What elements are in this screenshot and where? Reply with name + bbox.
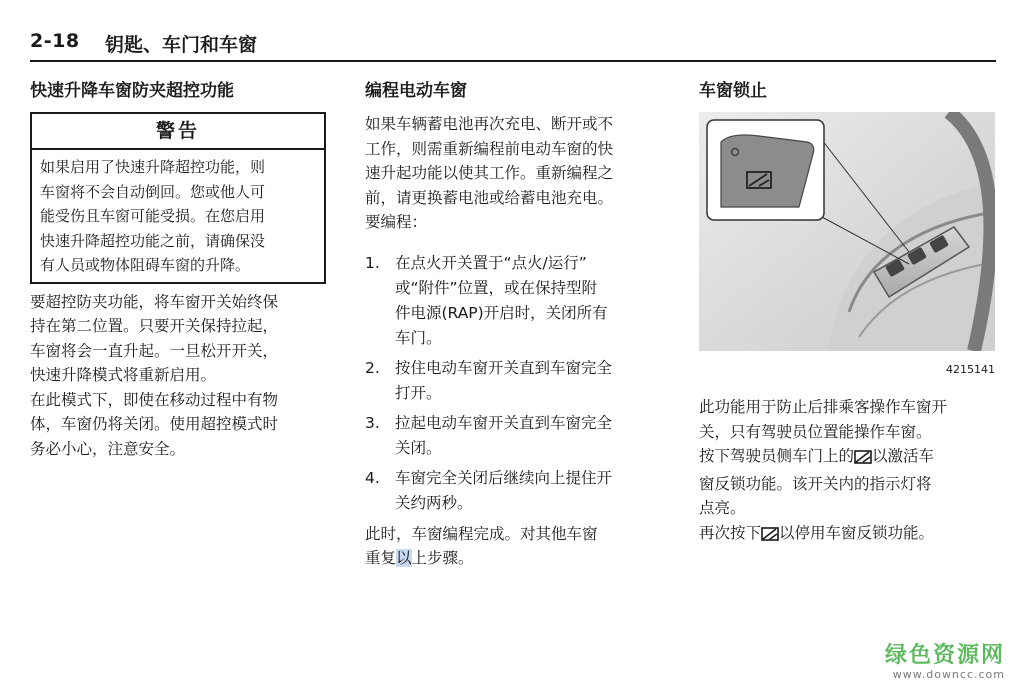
step-line: 关闭。 bbox=[395, 438, 442, 457]
step-number: 2. bbox=[365, 358, 380, 377]
text-line: 工作，则需重新编程前电动车窗的快 bbox=[365, 139, 614, 158]
text-line: 此功能用于防止后排乘客操作车窗开 bbox=[699, 398, 948, 416]
text-fragment: 按下驾驶员侧车门上的 bbox=[699, 447, 855, 465]
text-line bbox=[699, 444, 999, 472]
text-line: 要编程： bbox=[365, 213, 428, 231]
text-line: 持在第二位置。只要开关保持拉起， bbox=[30, 317, 279, 335]
text-line: 前，请更换蓄电池或给蓄电池充电。 bbox=[365, 188, 614, 207]
watermark-text: 绿色资源网 bbox=[884, 643, 1005, 668]
step-line: 车窗完全关闭后继续向上提住开 bbox=[395, 468, 613, 487]
text-line: 快速升降模式将重新启用。 bbox=[30, 366, 217, 384]
text-line: 要超控防夹功能，将车窗开关始终保 bbox=[30, 292, 279, 311]
text-fragment: 再次按下 bbox=[699, 523, 762, 542]
warning-box bbox=[30, 112, 326, 284]
door-panel-illustration bbox=[699, 112, 995, 351]
text-line: 此时，车窗编程完成。对其他车窗 bbox=[365, 524, 598, 543]
step-line: 拉起电动车窗开关直到车窗完全 bbox=[395, 413, 613, 432]
warning-heading: 警告 bbox=[32, 114, 324, 150]
text-line: 如果车辆蓄电池再次充电、断开或不 bbox=[365, 115, 614, 133]
programming-complete bbox=[365, 522, 665, 571]
step-number: 4. bbox=[365, 468, 380, 487]
window-lockout-icon bbox=[761, 524, 779, 549]
text-line: 体，车窗仍将关闭。使用超控模式时 bbox=[30, 415, 279, 433]
middle-column bbox=[365, 78, 665, 571]
text-line bbox=[365, 546, 665, 571]
warning-line: 快速升降超控功能之前，请确保没 bbox=[40, 231, 266, 250]
text-line: 关，只有驾驶员位置能操作车窗。 bbox=[699, 422, 932, 441]
text-fragment: 上步骤。 bbox=[411, 549, 474, 567]
section-title-window-lockout: 车窗锁止 bbox=[699, 81, 767, 101]
page-header bbox=[30, 26, 996, 62]
watermark bbox=[885, 644, 1005, 681]
text-line: 在此模式下，即使在移动过程中有物 bbox=[30, 390, 279, 409]
step-line: 关约两秒。 bbox=[395, 493, 473, 512]
text-line: 点亮。 bbox=[699, 499, 746, 517]
text-line: 车窗将会一直升起。一旦松开开关， bbox=[30, 341, 279, 360]
text-fragment: 以停用车窗反锁功能。 bbox=[779, 523, 935, 542]
override-mode-paragraph bbox=[30, 388, 328, 462]
step-item bbox=[365, 251, 665, 351]
text-line: 窗反锁功能。该开关内的指示灯将 bbox=[699, 474, 932, 493]
step-line: 件电源(RAP)开启时，关闭所有 bbox=[395, 303, 608, 322]
chapter-title: 钥匙、车门和车窗 bbox=[105, 34, 258, 56]
section-title-programming: 编程电动车窗 bbox=[365, 81, 467, 101]
window-lockout-description bbox=[699, 395, 999, 548]
step-item bbox=[365, 356, 665, 406]
warning-line: 能受伤且车窗可能受损。在您启用 bbox=[40, 207, 266, 225]
text-line: 务必小心，注意安全。 bbox=[30, 439, 186, 458]
step-number: 3. bbox=[365, 413, 380, 432]
warning-line: 车窗将不会自动倒回。您或他人可 bbox=[40, 182, 266, 201]
warning-line: 如果启用了快速升降超控功能，则 bbox=[40, 158, 266, 176]
text-fragment: 以激活车 bbox=[872, 447, 935, 465]
left-column bbox=[30, 78, 328, 461]
programming-intro bbox=[365, 112, 665, 235]
step-line: 或“附件”位置，或在保持型附 bbox=[395, 278, 598, 297]
watermark-url: www.downcc.com bbox=[892, 668, 1005, 681]
figure-id: 4215141 bbox=[946, 363, 995, 376]
step-item bbox=[365, 466, 665, 516]
step-line: 在点火开关置于“点火/运行” bbox=[395, 253, 587, 272]
warning-line: 有人员或物体阻碍车窗的升降。 bbox=[40, 256, 251, 274]
window-lockout-icon bbox=[854, 447, 872, 472]
door-panel-drawing bbox=[699, 112, 995, 351]
text-line bbox=[699, 521, 999, 549]
text-line: 速升起功能以使其工作。重新编程之 bbox=[365, 164, 614, 182]
step-line: 按住电动车窗开关直到车窗完全 bbox=[395, 358, 613, 377]
programming-steps bbox=[365, 251, 665, 516]
step-number: 1. bbox=[365, 253, 380, 272]
text-fragment: 重复 bbox=[365, 549, 397, 567]
right-column bbox=[699, 78, 999, 548]
step-line: 打开。 bbox=[395, 383, 442, 402]
warning-text bbox=[32, 150, 324, 282]
override-paragraph bbox=[30, 290, 328, 388]
page-number: 2-18 bbox=[30, 30, 80, 52]
step-item bbox=[365, 411, 665, 461]
section-title-anti-pinch-override: 快速升降车窗防夹超控功能 bbox=[30, 81, 234, 101]
step-line: 车门。 bbox=[395, 328, 442, 347]
text-highlight: 以 bbox=[396, 549, 412, 567]
header-rule bbox=[30, 60, 996, 62]
